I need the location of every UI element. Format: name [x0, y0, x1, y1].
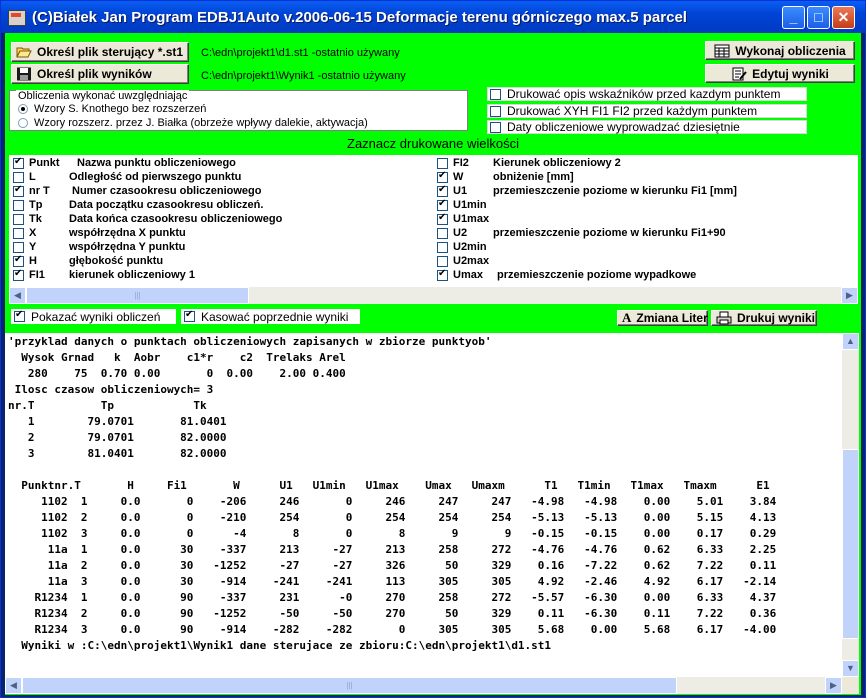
field-item-nr-t[interactable]: [13, 184, 262, 198]
run-calculations-button[interactable]: [705, 41, 855, 60]
select-results-file-button[interactable]: [11, 64, 189, 84]
field-item-u2max[interactable]: [437, 254, 493, 268]
field-checkbox[interactable]: [437, 172, 448, 183]
field-checkbox[interactable]: [13, 172, 24, 183]
field-desc: współrzędna X punktu: [69, 227, 186, 239]
field-item-l[interactable]: [13, 170, 241, 184]
field-item-fi1[interactable]: [13, 268, 195, 282]
fields-horizontal-scrollbar[interactable]: [9, 287, 858, 304]
field-item-umax[interactable]: [437, 268, 696, 282]
field-checkbox[interactable]: [437, 200, 448, 211]
field-item-w[interactable]: [437, 170, 574, 184]
decimal-dates-check[interactable]: [490, 122, 501, 133]
results-file-path: C:\edn\projekt1\Wynik1 -ostatnio używany: [201, 70, 406, 82]
field-checkbox[interactable]: [437, 242, 448, 253]
field-code: Umax: [453, 269, 483, 281]
field-checkbox[interactable]: [13, 200, 24, 211]
decimal-dates-label: Daty obliczeniowe wyprowadzać dziesiętnie: [507, 120, 740, 134]
print-results-button[interactable]: [711, 310, 817, 326]
field-desc: obniżenie [mm]: [493, 171, 574, 183]
close-button[interactable]: ✕: [832, 6, 855, 29]
decimal-dates-checkbox[interactable]: [487, 120, 807, 134]
field-code: Tp: [29, 199, 43, 211]
window-title: (C)Białek Jan Program EDBJ1Auto v.2006-06-15 Deformacje terenu górniczego max.5 parcel: [32, 9, 687, 26]
field-item-y[interactable]: [13, 240, 185, 254]
scroll-right-icon[interactable]: ▶: [825, 677, 842, 694]
scroll-thumb[interactable]: |||: [22, 677, 677, 694]
select-control-file-button[interactable]: [11, 42, 189, 62]
scroll-thumb[interactable]: [842, 449, 859, 639]
field-item-u1max[interactable]: [437, 212, 493, 226]
maximize-button[interactable]: □: [807, 6, 830, 29]
bialek-radio-label: Wzory rozszerz. przez J. Białka (obrzeże wpływy dalekie, aktywacja): [34, 117, 368, 129]
field-checkbox[interactable]: [13, 270, 24, 281]
print-indicators-label: Drukować opis wskaźników przed kazdym punktem: [507, 87, 781, 101]
field-code: W: [453, 171, 464, 183]
results-output-area[interactable]: [5, 333, 842, 677]
output-vertical-scrollbar[interactable]: [842, 333, 859, 677]
knothe-radio[interactable]: [18, 104, 28, 114]
change-font-label: Zmiana Liter: [636, 311, 708, 325]
edit-results-button[interactable]: [705, 64, 855, 83]
print-xyh-check[interactable]: [490, 106, 501, 117]
field-checkbox[interactable]: [437, 214, 448, 225]
output-horizontal-scrollbar[interactable]: [5, 677, 842, 694]
field-desc: przemieszczenie poziome w kierunku Fi1+90: [493, 227, 726, 239]
field-desc: Data końca czasookresu obliczeniowego: [69, 213, 283, 225]
field-item-h[interactable]: [13, 254, 163, 268]
field-code: L: [29, 171, 36, 183]
field-code: FI1: [29, 269, 45, 281]
run-calculations-label: Wykonaj obliczenia: [735, 43, 846, 58]
print-indicators-check[interactable]: [490, 89, 501, 100]
calculation-method-group: [9, 90, 468, 131]
field-code: X: [29, 227, 37, 239]
printer-icon: [716, 311, 732, 325]
font-a-icon: A: [622, 310, 632, 325]
field-item-fi2[interactable]: [437, 156, 621, 170]
print-xyh-checkbox[interactable]: [487, 104, 807, 118]
app-icon[interactable]: [8, 10, 26, 26]
field-checkbox[interactable]: [437, 228, 448, 239]
scroll-left-icon[interactable]: ◀: [9, 287, 26, 304]
scroll-up-icon[interactable]: ▲: [842, 333, 859, 350]
show-results-checkbox[interactable]: [11, 309, 176, 324]
clear-previous-checkbox[interactable]: [181, 309, 360, 324]
field-checkbox[interactable]: [13, 256, 24, 267]
edit-document-icon: [731, 67, 747, 81]
field-code: Punkt: [29, 157, 60, 169]
field-desc: głębokość punktu: [69, 255, 164, 267]
knothe-radio-option[interactable]: [18, 103, 206, 115]
field-checkbox[interactable]: [437, 256, 448, 267]
field-item-punkt[interactable]: [13, 156, 236, 170]
field-desc: Nazwa punktu obliczeniowego: [77, 157, 236, 169]
control-file-path: C:\edn\projekt1\d1.st1 -ostatnio używany: [201, 47, 400, 59]
field-checkbox[interactable]: [13, 186, 24, 197]
show-results-label: Pokazać wyniki obliczeń: [31, 309, 161, 324]
print-results-label: Drukuj wyniki: [737, 311, 816, 325]
field-desc: Kierunek obliczeniowy 2: [493, 157, 621, 169]
field-checkbox[interactable]: [13, 158, 24, 169]
folder-open-icon: [16, 45, 32, 59]
scroll-left-icon[interactable]: ◀: [5, 677, 22, 694]
field-code: U1: [453, 185, 468, 197]
field-desc: współrzędna Y punktu: [69, 241, 186, 253]
bialek-radio-option[interactable]: [18, 117, 368, 129]
field-item-tp[interactable]: [13, 198, 263, 212]
field-item-x[interactable]: [13, 226, 186, 240]
select-control-file-label: Określ plik sterujący *.st1: [37, 45, 184, 59]
field-item-u2min[interactable]: [437, 240, 493, 254]
print-xyh-label: Drukować XYH FI1 FI2 przed każdym punktem: [507, 104, 758, 118]
field-item-u1[interactable]: [437, 184, 737, 198]
field-desc: Odległość od pierwszego punktu: [69, 171, 242, 183]
calculation-method-legend: Obliczenia wykonać uwzględniając: [18, 90, 188, 102]
field-checkbox[interactable]: [437, 158, 448, 169]
field-desc: przemieszczenie poziome w kierunku Fi1 [mm]: [493, 185, 737, 197]
field-desc: kierunek obliczeniowy 1: [69, 269, 195, 281]
knothe-radio-label: Wzory S. Knothego bez rozszerzeń: [34, 103, 207, 115]
results-text: 'przyklad danych o punktach obliczeniowych zapisanych w zbiorze punktyob' Wysok Grnad k Aobr c1*r c2 Trelaks Arel 280 75 0.70 0.00 0 0.00 2.00 0.400 Ilosc czasow obliczeniowych= 3 nr.T Tp Tk 1 79.0701 81.0401 2 79.0701 82.0000 3 81.0401 82.0000 Punktnr.T H Fi1 W U1 U1min U1max Umax Umaxm T1 T1min T1max Tmaxm E1 1102 1 0.0 0 -206 246 0 246 247 247 -4.98 -4.98 0.00 5.01 3.84 1102 2 0.0 0 -210 254 0 254 254 254 -5.13 -5.13 0.00 5.15 4.13 1102 3 0.0 0 -4 8 0 8 9 9 -0.15 -0.15 0.00 0.17 0.29 11a 1 0.0 30 -337 213 -27 213 258 272 -4.76 -4.76 0.62 6.33 2.25 11a 2 0.0 30 -1252 -27 -27 326 50 329 0.16 -7.22 0.62 7.22 0.11 11a 3 0.0 30 -914 -241 -241 113 305 305 4.92 -2.46 4.92 6.17 -2.14 R1234 1 0.0 90 -337 231 -0 270 258 272 -5.57 -6.30 0.00 6.33 4.37 R1234 2 0.0 90 -1252 -50 -50 270 50 329 0.11 -6.30 0.11 7.22 0.36 R1234 3 0.0 90 -914 -282 -282 0 305 305 5.68 0.00 5.68 6.17 -4.00 Wyniki w :C:\edn\projekt1\Wynik1 dane sterujace ze zbioru:C:\edn\projekt1\d1.st1: [8, 335, 777, 652]
field-item-u2[interactable]: [437, 226, 726, 240]
field-code: FI2: [453, 157, 469, 169]
field-code: U1min: [453, 199, 487, 211]
scrollbar-corner: [842, 677, 859, 694]
field-checkbox[interactable]: [13, 228, 24, 239]
change-font-button[interactable]: [617, 310, 708, 326]
field-checkbox[interactable]: [13, 242, 24, 253]
select-results-file-label: Określ plik wyników: [37, 67, 152, 81]
field-code: U2max: [453, 255, 490, 267]
printed-fields-list: [9, 155, 858, 289]
minimize-button[interactable]: _: [782, 6, 805, 29]
field-checkbox[interactable]: [437, 270, 448, 281]
scroll-down-icon[interactable]: ▼: [842, 660, 859, 677]
title-bar[interactable]: [1, 1, 865, 33]
scroll-thumb[interactable]: |||: [26, 287, 249, 304]
fields-section-title: Zaznacz drukowane wielkości: [347, 136, 519, 151]
calculator-icon: [714, 44, 730, 58]
field-code: Tk: [29, 213, 42, 225]
field-item-u1min[interactable]: [437, 198, 493, 212]
clear-previous-label: Kasować poprzednie wyniki: [201, 309, 349, 324]
field-checkbox[interactable]: [13, 214, 24, 225]
field-desc: Data początku czasookresu obliczeń.: [69, 199, 264, 211]
bialek-radio[interactable]: [18, 118, 28, 128]
floppy-disk-icon: [16, 67, 32, 81]
field-code: nr T: [29, 185, 50, 197]
field-code: Y: [29, 241, 37, 253]
print-indicators-checkbox[interactable]: [487, 87, 807, 101]
field-desc: przemieszczenie poziome wypadkowe: [497, 269, 697, 281]
scroll-right-icon[interactable]: ▶: [841, 287, 858, 304]
client-area: [5, 33, 861, 695]
field-code: U2min: [453, 241, 487, 253]
field-checkbox[interactable]: [437, 186, 448, 197]
field-desc: Numer czasookresu obliczeniowego: [72, 185, 262, 197]
field-code: U1max: [453, 213, 490, 225]
field-code: H: [29, 255, 37, 267]
clear-previous-check[interactable]: [184, 311, 195, 322]
edit-results-label: Edytuj wyniki: [752, 66, 829, 81]
show-results-check[interactable]: [14, 311, 25, 322]
field-item-tk[interactable]: [13, 212, 282, 226]
field-code: U2: [453, 227, 468, 239]
